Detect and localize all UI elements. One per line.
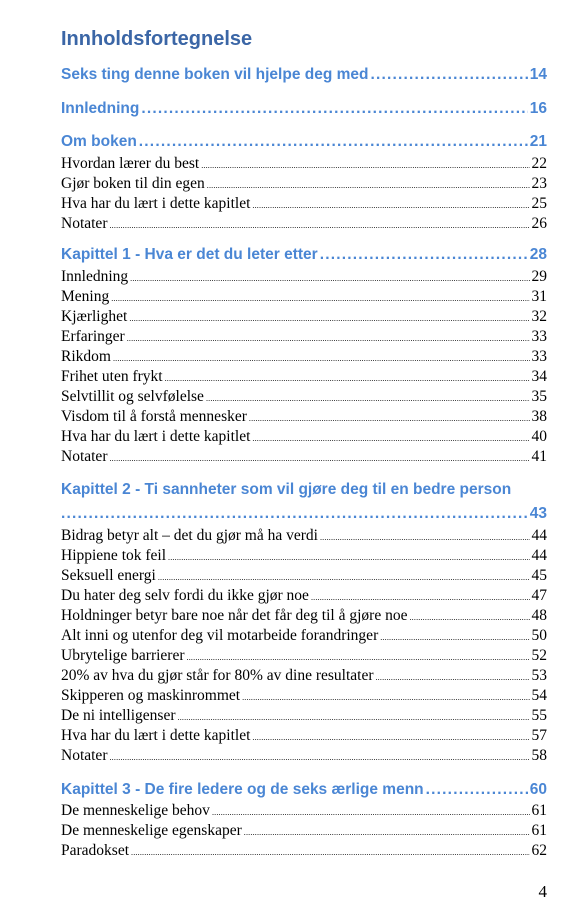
dot-leader <box>165 374 530 383</box>
toc-page-number: 33 <box>531 348 547 365</box>
toc-entry-label: Notater <box>61 747 108 764</box>
toc-entry-label: 20% av hva du gjør står for 80% av dine resultater <box>61 667 374 684</box>
dot-leader <box>380 633 529 642</box>
toc-entry-label: Notater <box>61 215 108 232</box>
dot-leader <box>249 414 530 423</box>
toc-entry[interactable] <box>61 348 547 366</box>
toc-chapter-seks-ting[interactable] <box>61 66 547 84</box>
dot-leader <box>187 653 530 662</box>
dot-leader <box>109 221 529 230</box>
toc-chapter-label: Kapittel 1 - Hva er det du leter etter <box>61 246 318 263</box>
toc-page-number: 44 <box>531 547 547 564</box>
toc-entry-label: Hvordan lærer du best <box>61 155 200 172</box>
toc-entry-label: Kjærlighet <box>61 308 128 325</box>
toc-entry-label: Ubrytelige barrierer <box>61 647 185 664</box>
toc-entry[interactable] <box>61 747 547 765</box>
toc-page-number: 55 <box>531 707 547 724</box>
toc-entry-label: Frihet uten frykt <box>61 368 163 385</box>
toc-chapter-label: Kapittel 3 - De fire ledere og de seks ærlige menn <box>61 781 424 798</box>
toc-entry[interactable] <box>61 842 547 860</box>
dot-leader <box>252 434 529 443</box>
dot-leader <box>168 553 529 562</box>
toc-entry[interactable] <box>61 175 547 193</box>
toc-page-number: 45 <box>531 567 547 584</box>
toc-entry-label: De menneskelige behov <box>61 802 210 819</box>
toc-entry[interactable] <box>61 687 547 705</box>
toc-chapter-kapittel-2-label[interactable]: Kapittel 2 - Ti sannheter som vil gjøre deg til en bedre person <box>61 481 512 498</box>
toc-page-number: 43 <box>529 505 547 522</box>
dot-leader <box>109 454 529 463</box>
toc-chapter-innledning[interactable] <box>61 100 547 118</box>
toc-entry-label: Bidrag betyr alt – det du gjør må ha verdi <box>61 527 318 544</box>
toc-page-number: 16 <box>529 100 547 117</box>
dot-leader <box>130 274 529 283</box>
toc-entry[interactable] <box>61 428 547 446</box>
dot-leader <box>426 781 528 799</box>
toc-entry-label: Du hater deg selv fordi du ikke gjør noe <box>61 587 309 604</box>
toc-entry[interactable] <box>61 195 547 213</box>
toc-entry[interactable] <box>61 448 547 466</box>
toc-entry[interactable] <box>61 547 547 565</box>
toc-entry-label: Selvtillit og selvfølelse <box>61 388 204 405</box>
toc-entry-label: Alt inni og utenfor deg vil motarbeide forandringer <box>61 627 379 644</box>
dot-leader <box>212 808 530 817</box>
toc-title: Innholdsfortegnelse <box>61 28 253 50</box>
toc-page-number: 31 <box>531 288 547 305</box>
toc-page-number: 32 <box>531 308 547 325</box>
toc-chapter-label: Om boken <box>61 133 137 150</box>
toc-page-number: 23 <box>531 175 547 192</box>
toc-entry-label: De ni intelligenser <box>61 707 176 724</box>
dot-leader <box>113 354 530 363</box>
toc-entry[interactable] <box>61 707 547 725</box>
dot-leader <box>252 733 529 742</box>
toc-entry[interactable] <box>61 567 547 585</box>
toc-page-number: 22 <box>531 155 547 172</box>
dot-leader <box>127 334 530 343</box>
toc-entry-label: Mening <box>61 288 110 305</box>
toc-chapter-kapittel-3[interactable] <box>61 781 547 799</box>
dot-leader <box>409 613 529 622</box>
toc-entry[interactable] <box>61 727 547 745</box>
toc-page-number: 21 <box>529 133 547 150</box>
toc-page-number: 29 <box>531 268 547 285</box>
toc-entry[interactable] <box>61 822 547 840</box>
dot-leader <box>109 753 529 762</box>
toc-page-number: 35 <box>531 388 547 405</box>
toc-entry[interactable] <box>61 408 547 426</box>
toc-page-number: 40 <box>531 428 547 445</box>
toc-entry[interactable] <box>61 647 547 665</box>
toc-entry[interactable] <box>61 802 547 820</box>
toc-entry-label: Erfaringer <box>61 328 125 345</box>
toc-page-number: 52 <box>531 647 547 664</box>
page-number: 4 <box>538 882 547 901</box>
dot-leader <box>111 294 529 303</box>
dot-leader <box>375 673 529 682</box>
toc-entry[interactable] <box>61 667 547 685</box>
toc-entry-label: Skipperen og maskinrommet <box>61 687 241 704</box>
toc-entry-label: Innledning <box>61 268 129 285</box>
toc-entry-label: Gjør boken til din egen <box>61 175 205 192</box>
toc-entry[interactable] <box>61 607 547 625</box>
toc-chapter-label: Innledning <box>61 100 140 117</box>
toc-entry-label: Holdninger betyr bare noe når det får deg til å gjøre noe <box>61 607 408 624</box>
toc-entry[interactable] <box>61 328 547 346</box>
dot-leader <box>201 161 529 170</box>
toc-page-number: 33 <box>531 328 547 345</box>
dot-leader <box>61 505 528 523</box>
toc-entry[interactable] <box>61 388 547 406</box>
dot-leader <box>252 201 529 210</box>
toc-entry-label: Hippiene tok feil <box>61 547 167 564</box>
dot-leader <box>178 713 530 722</box>
toc-page-number: 60 <box>529 781 547 798</box>
toc-page-number: 50 <box>531 627 547 644</box>
toc-entry-label: Hva har du lært i dette kapitlet <box>61 428 251 445</box>
toc-entry[interactable] <box>61 587 547 605</box>
dot-leader <box>129 314 529 323</box>
toc-page-number: 61 <box>531 802 547 819</box>
toc-entry-label: Visdom til å forstå mennesker <box>61 408 247 425</box>
toc-page-number: 38 <box>531 408 547 425</box>
dot-leader <box>311 593 530 602</box>
toc-chapter-label: Seks ting denne boken vil hjelpe deg med <box>61 66 369 83</box>
dot-leader <box>244 828 530 837</box>
toc-page-number: 57 <box>531 727 547 744</box>
toc-entry[interactable] <box>61 268 547 286</box>
dot-leader <box>320 246 528 264</box>
toc-page-number: 53 <box>531 667 547 684</box>
toc-entry-label: De menneskelige egenskaper <box>61 822 242 839</box>
toc-entry[interactable] <box>61 215 547 233</box>
toc-page-number: 54 <box>531 687 547 704</box>
toc-entry-label: Notater <box>61 448 108 465</box>
toc-entry[interactable] <box>61 288 547 306</box>
toc-page-number: 61 <box>531 822 547 839</box>
dot-leader <box>141 100 527 118</box>
dot-leader <box>206 394 530 403</box>
toc-page-number: 44 <box>531 527 547 544</box>
dot-leader <box>242 693 529 702</box>
dot-leader <box>207 181 530 190</box>
toc-entry[interactable] <box>61 368 547 386</box>
toc-page-number: 48 <box>531 607 547 624</box>
dot-leader <box>158 573 530 582</box>
dot-leader <box>139 133 528 151</box>
toc-page-number: 14 <box>529 66 547 83</box>
toc-chapter-om-boken[interactable] <box>61 133 547 151</box>
toc-page-number: 26 <box>531 215 547 232</box>
toc-page-number: 58 <box>531 747 547 764</box>
toc-page-number: 28 <box>529 246 547 263</box>
toc-entry-label: Seksuell energi <box>61 567 156 584</box>
dot-leader <box>371 66 528 84</box>
toc-chapter-kapittel-2[interactable] <box>61 505 547 523</box>
toc-entry[interactable] <box>61 627 547 645</box>
toc-entry[interactable] <box>61 155 547 173</box>
toc-chapter-kapittel-1[interactable] <box>61 246 547 264</box>
toc-page-number: 25 <box>531 195 547 212</box>
toc-entry-label: Hva har du lært i dette kapitlet <box>61 195 251 212</box>
dot-leader <box>320 533 530 542</box>
toc-entry-label: Rikdom <box>61 348 111 365</box>
toc-page-number: 47 <box>531 587 547 604</box>
toc-page-number: 41 <box>531 448 547 465</box>
toc-entry[interactable] <box>61 527 547 545</box>
toc-page-number: 62 <box>531 842 547 859</box>
dot-leader <box>131 848 529 857</box>
toc-entry-label: Paradokset <box>61 842 130 859</box>
toc-entry-label: Hva har du lært i dette kapitlet <box>61 727 251 744</box>
toc-page-number: 34 <box>531 368 547 385</box>
toc-entry[interactable] <box>61 308 547 326</box>
